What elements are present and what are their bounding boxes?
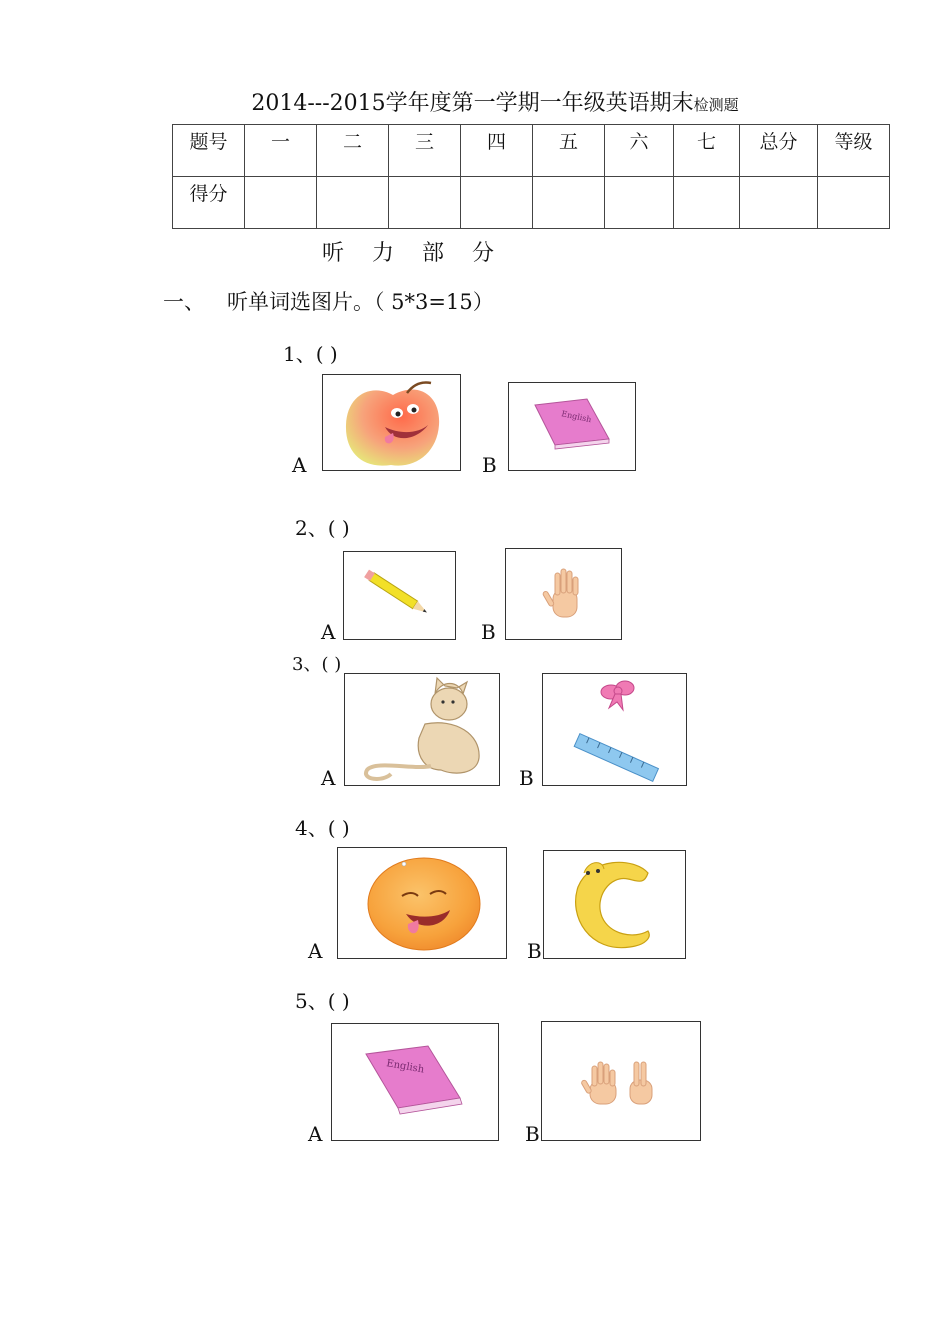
book-icon	[332, 1024, 498, 1140]
section-heading: 听力部分	[322, 241, 523, 266]
cat-icon	[345, 674, 499, 785]
question-number: 2、( )	[295, 516, 350, 540]
option-picture-hands[interactable]	[541, 1021, 701, 1141]
score-input-cell[interactable]	[245, 177, 317, 229]
option-letter: A	[308, 939, 323, 963]
ruler-icon	[543, 674, 686, 785]
option-picture-orange[interactable]	[337, 847, 507, 959]
option-picture-book[interactable]	[331, 1023, 499, 1141]
letter-c-icon	[544, 851, 685, 958]
option-letter: B	[527, 939, 542, 963]
hand-five-icon	[506, 549, 621, 639]
option-letter: A	[308, 1122, 323, 1146]
question-number: 4、( )	[295, 816, 350, 840]
pencil-icon	[344, 552, 455, 639]
option-letter: A	[321, 766, 336, 790]
option-picture-cat[interactable]	[344, 673, 500, 786]
apple-icon	[323, 375, 460, 470]
table-cell: 四	[461, 125, 533, 177]
table-cell: 一	[245, 125, 317, 177]
table-cell: 总分	[740, 125, 818, 177]
option-picture-hand[interactable]	[505, 548, 622, 640]
table-cell: 等级	[818, 125, 890, 177]
score-input-cell[interactable]	[389, 177, 461, 229]
part-instruction-text: 听单词选图片。（ 5*3=15）	[227, 290, 494, 314]
score-input-cell[interactable]	[605, 177, 674, 229]
page-title	[0, 86, 950, 117]
option-letter: A	[292, 453, 307, 477]
book-icon	[509, 383, 635, 470]
option-letter: B	[525, 1122, 540, 1146]
book-cover-text: English	[560, 409, 593, 425]
score-table	[172, 124, 890, 229]
table-cell: 六	[605, 125, 674, 177]
question-number: 5、( )	[295, 989, 350, 1013]
score-input-cell[interactable]	[317, 177, 389, 229]
question-number: 3、( )	[292, 654, 342, 675]
option-letter: B	[519, 766, 534, 790]
table-cell: 七	[674, 125, 740, 177]
score-input-cell[interactable]	[533, 177, 605, 229]
question-number: 1、( )	[283, 342, 338, 366]
book-cover-text: English	[385, 1058, 425, 1076]
table-cell: 二	[317, 125, 389, 177]
table-cell: 三	[389, 125, 461, 177]
option-picture-book[interactable]	[508, 382, 636, 471]
score-table-header-row	[173, 125, 890, 177]
part-number: 一、	[163, 290, 205, 314]
title-suffix: 检测题	[693, 96, 739, 114]
score-input-cell[interactable]	[674, 177, 740, 229]
table-cell: 得分	[173, 177, 245, 229]
title-main: 2014---2015学年度第一学期一年级英语期末	[251, 91, 694, 116]
option-picture-pencil[interactable]	[343, 551, 456, 640]
option-picture-letter-c[interactable]	[543, 850, 686, 959]
score-input-cell[interactable]	[818, 177, 890, 229]
option-letter: B	[482, 453, 497, 477]
option-picture-apple[interactable]	[322, 374, 461, 471]
hands-seven-icon	[542, 1022, 700, 1140]
table-cell: 题号	[173, 125, 245, 177]
part-instruction	[163, 286, 494, 316]
option-letter: B	[481, 620, 496, 644]
table-cell: 五	[533, 125, 605, 177]
option-letter: A	[321, 620, 336, 644]
score-input-cell[interactable]	[461, 177, 533, 229]
score-table-score-row	[173, 177, 890, 229]
orange-icon	[338, 848, 506, 958]
score-input-cell[interactable]	[740, 177, 818, 229]
option-picture-ruler[interactable]	[542, 673, 687, 786]
